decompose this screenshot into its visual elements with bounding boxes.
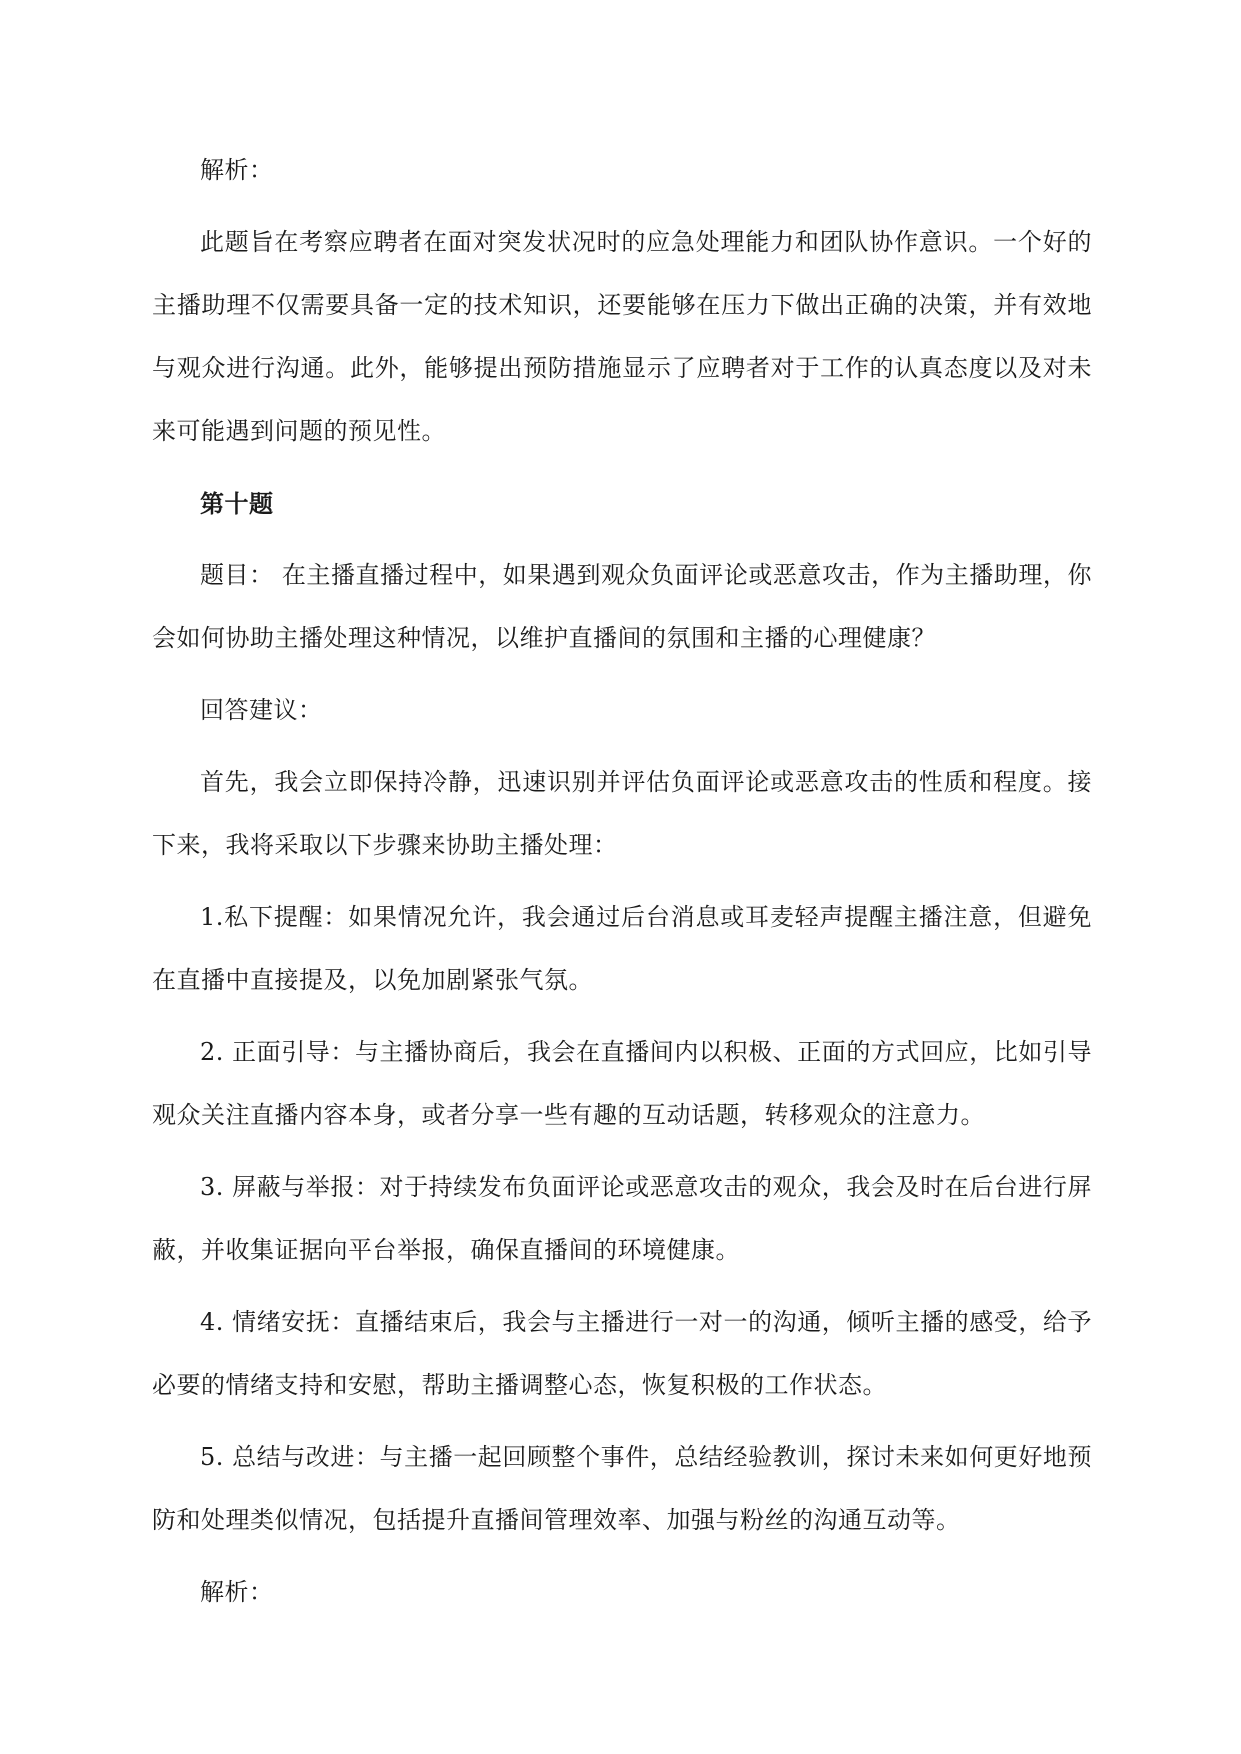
analysis-label: 解析： [200, 156, 274, 184]
answer-step-1: 1.私下提醒：如果情况允许，我会通过后台消息或耳麦轻声提醒主播注意，但避免在直播中直接提及，以免加剧紧张气氛。 [152, 903, 1092, 994]
analysis-label-2: 解析： [200, 1578, 274, 1606]
answer-step-5: 5. 总结与改进：与主播一起回顾整个事件，总结经验教训，探讨未来如何更好地预防和处理类似情况，包括提升直播间管理效率、加强与粉丝的沟通互动等。 [152, 1443, 1092, 1534]
document-body [152, 139, 1092, 1624]
answer-intro: 首先，我会立即保持冷静，迅速识别并评估负面评论或恶意攻击的性质和程度。接下来，我将采取以下步骤来协助主播处理： [152, 768, 1092, 859]
analysis-paragraph: 此题旨在考察应聘者在面对突发状况时的应急处理能力和团队协作意识。一个好的主播助理不仅需要具备一定的技术知识，还要能够在压力下做出正确的决策，并有效地与观众进行沟通。此外，能够提出预防措施显示了应聘者对于工作的认真态度以及对未来可能遇到问题的预见性。 [152, 228, 1092, 445]
answer-step-4: 4. 情绪安抚：直播结束后，我会与主播进行一对一的沟通，倾听主播的感受，给予必要的情绪支持和安慰，帮助主播调整心态，恢复积极的工作状态。 [152, 1308, 1092, 1399]
question-text: 题目： 在主播直播过程中，如果遇到观众负面评论或恶意攻击，作为主播助理，你会如何协助主播处理这种情况，以维护直播间的氛围和主播的心理健康？ [152, 561, 1092, 652]
answer-step-2: 2. 正面引导：与主播协商后，我会在直播间内以积极、正面的方式回应，比如引导观众关注直播内容本身，或者分享一些有趣的互动话题，转移观众的注意力。 [152, 1038, 1092, 1129]
answer-step-3: 3. 屏蔽与举报：对于持续发布负面评论或恶意攻击的观众，我会及时在后台进行屏蔽，并收集证据向平台举报，确保直播间的环境健康。 [152, 1173, 1092, 1264]
question-heading: 第十题 [200, 489, 274, 518]
answer-label: 回答建议： [200, 696, 323, 724]
